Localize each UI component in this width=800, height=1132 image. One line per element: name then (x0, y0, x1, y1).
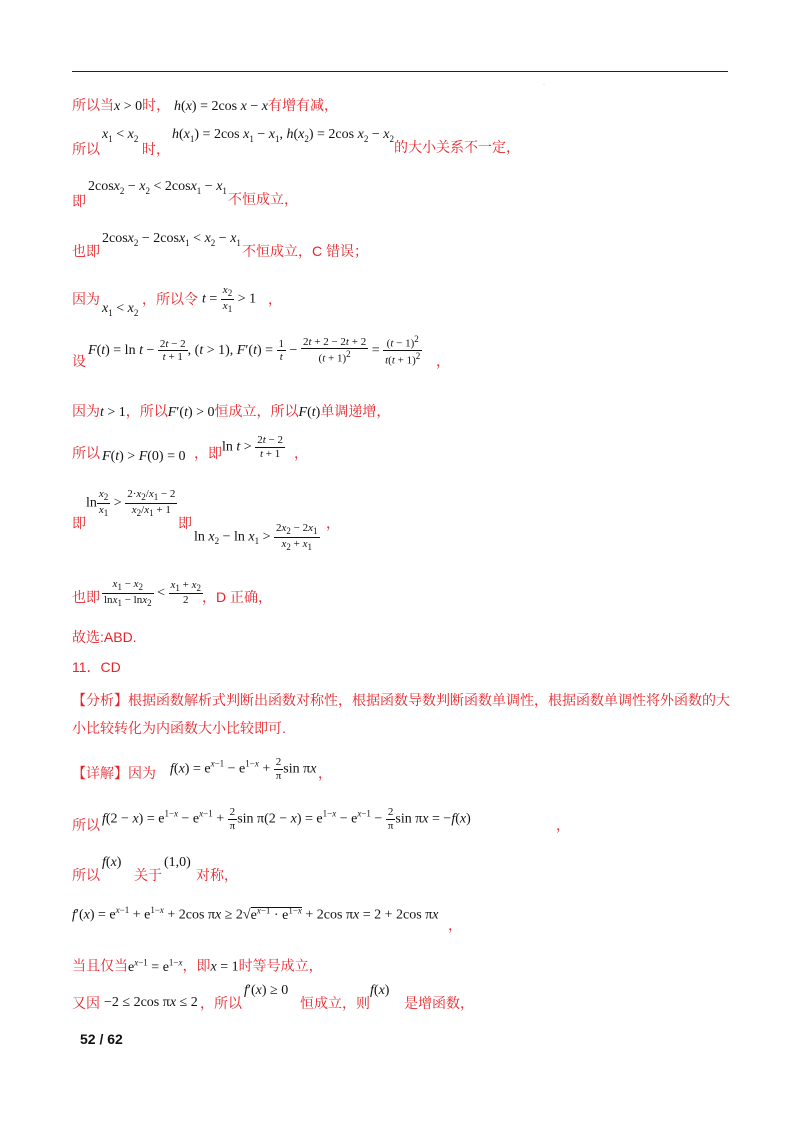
text-span: 所以 (72, 445, 100, 461)
answer-line: 故选:ABD. (72, 629, 137, 645)
text-span: ， (318, 765, 332, 781)
math-expression: F(t) (298, 405, 321, 420)
page-number: 52 / 62 (80, 1031, 123, 1047)
math-expression: $f(x) = e^{x-1} - e^{1-x}$ + $\frac{2}{\pi}$ sin πx (170, 756, 317, 782)
math-expression: f(x) (370, 983, 390, 998)
math-expression: t > 1 (100, 405, 126, 420)
math-expression: (1,0) (164, 855, 191, 870)
text-span: ， (448, 917, 462, 933)
text-span: 即 (72, 515, 86, 531)
math-expression: $f'(x) = e^{x-1} + e^{1-x} + 2\cos$ $\pi x \ge 2√e^{x-1} \cdot e^{1-x} + 2\cos$ πx = 2 + 2cos πx (72, 905, 439, 923)
text-span: 是增函数， (404, 995, 474, 1011)
text-line-18 (72, 958, 323, 975)
math-expression: $e^{x-1} = e^{1-x}$ (128, 957, 183, 975)
text-span: ， (436, 353, 450, 369)
math-expression: $x_1 < x_2$ (102, 127, 139, 144)
math-expression: $2\cos x_2 - x_2 < 2\cos x_1 - x_1$ (88, 179, 227, 196)
text-span: ，即 (182, 957, 211, 974)
math-expression: t = $\frac{x_2}{x_1}$ > 1 (202, 284, 257, 314)
text-span: 即 (178, 515, 192, 531)
text-span: 恒成立，则 (300, 995, 370, 1011)
math-expression: h(x) = 2cos x − x (174, 99, 268, 114)
text-span: ， (326, 515, 340, 531)
text-span: 所以 (72, 141, 100, 157)
text-span: ，所以 (125, 403, 168, 419)
math-expression: F(t) > F(0) = 0 (102, 449, 186, 464)
text-span: 所以 (72, 817, 100, 833)
math-expression: ln $\frac{x_2}{x_1}$ > $\frac{2\cdot x_2/x_1 - 2}{x_2/x_1 + 1}$ (86, 488, 176, 518)
math-expression: f′(x) ≥ 0 (244, 983, 289, 998)
analysis-paragraph: 【分析】根据函数解析式判断出函数对称性，根据函数导数判断函数单调性，根据函数单调性将外函数的大小比较转化为内函数大小比较即可. (72, 692, 730, 736)
text-span: 有增有减， (267, 97, 338, 113)
header-rule (72, 71, 728, 72)
text-span: ，即 (194, 445, 222, 461)
text-span: 时等号成立， (238, 957, 323, 974)
question-number: 11．CD (72, 659, 121, 675)
text-span: 也即 (72, 243, 100, 259)
math-expression: $h(x_1) = 2\cos$ $x_1 - x_1$, $h(x_2) = 2\cos$ $x_2 - x_2$ (172, 127, 394, 144)
text-span: ，D 正确， (202, 589, 272, 605)
text-span: 恒成立，所以 (214, 403, 299, 419)
math-expression: ln t > $\frac{2t - 2}{t + 1}$ (222, 434, 283, 460)
math-expression: > 0 (120, 99, 143, 114)
text-line-7 (72, 404, 390, 420)
text-span: 的大小关系不一定， (394, 139, 520, 155)
math-expression: f(x) (102, 855, 122, 870)
text-span: 所以 (72, 867, 100, 883)
math-expression: $2\cos x_2 - 2\cos x_1 < x_2 - x_1$ (102, 231, 241, 248)
math-expression: $\frac{x_1 - x_2}{\ln x_1 - \ln x_2}$ < $\frac{x_1 + x_2}{2}$ (104, 578, 202, 608)
text-span: ，所以 (200, 995, 242, 1011)
text-span: 【详解】因为 (72, 765, 156, 781)
text-span: ， (556, 817, 570, 833)
text-span: ， (268, 291, 282, 307)
text-span: ， (294, 445, 308, 461)
text-span: 因为 (72, 403, 100, 419)
text-span: 时， (142, 141, 170, 157)
text-span: 即 (72, 193, 86, 209)
text-span: 也即 (72, 589, 100, 605)
text-line-1 (72, 98, 338, 114)
math-expression: $\ln x_2 - \ln x_1$ > $\frac{2x_2 - 2x_1}{x_2 + x_1}$ (194, 522, 318, 552)
header-dot: · (543, 82, 545, 88)
text-span: 所以当 (72, 97, 114, 113)
text-span: 设 (72, 353, 86, 369)
math-expression: F(t) = ln t − $\frac{2t - 2}{t + 1}$ , (t > 1), F′(t) = $\frac{1}{t}$ − $\frac{2t + 2 - 2t + 2}{(t + 1)^2}$ = $\frac{(t - 1)^2}{t(t + 1)^2}$ (88, 334, 421, 367)
text-span: 单调递增， (320, 403, 391, 419)
text-span: 不恒成立， (228, 191, 298, 207)
math-expression: x = 1 (210, 959, 239, 975)
text-span: 不恒成立，C 错误； (242, 243, 368, 259)
math-expression: $f(2 - x) = e^{1-x} - e^{x-1}$ + $\frac{2}{\pi}$ $\sin \pi(2 - x) = e^{1-x} - e^{x-1}$ − $\frac{2}{\pi}$ sin πx = −f(x) (102, 806, 471, 832)
text-span: 时， (142, 97, 171, 113)
math-expression: $x_1 < x_2$ (102, 301, 139, 318)
text-span: 因为 (72, 291, 100, 307)
math-expression: −2 ≤ 2cos πx ≤ 2 (104, 995, 198, 1010)
text-span: 当且仅当 (72, 957, 128, 974)
text-span: 又因 (72, 995, 100, 1011)
text-span: ，所以令 (142, 291, 198, 307)
math-expression: F′(t) > 0 (167, 405, 215, 420)
text-span: 关于 (134, 867, 162, 883)
text-span: 对称， (196, 867, 238, 883)
math-expression: x (114, 99, 121, 114)
